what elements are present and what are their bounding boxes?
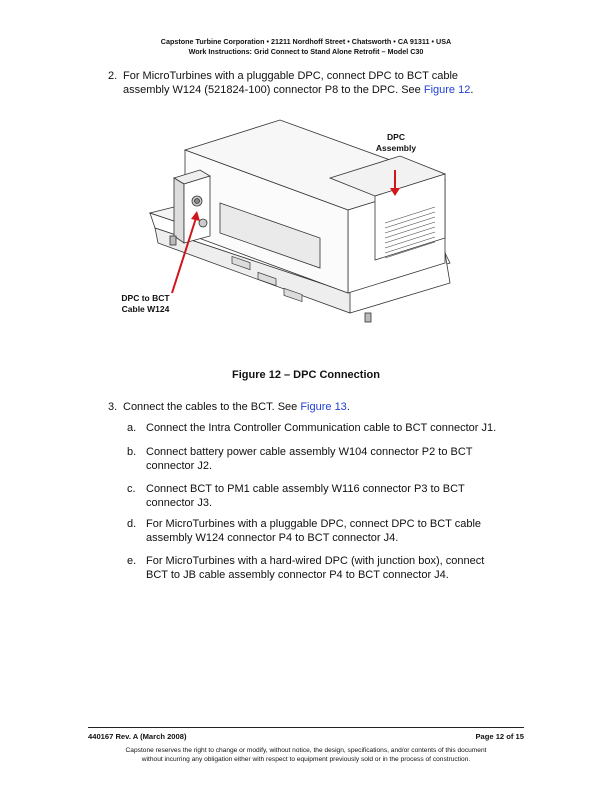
substep-letter: a. [127, 422, 137, 434]
substep-line: assembly W124 connector P4 to BCT connector J4. [146, 531, 399, 544]
bct-connector-2 [199, 219, 207, 227]
figure-12-link[interactable]: Figure 12 [423, 83, 471, 96]
figure-caption: Figure 12 – DPC Connection [232, 369, 380, 381]
step-2 [108, 70, 528, 98]
footer-disclaimer-line2: without incurring any obligation either with respect to equipment previously sold or in the process of construction. [141, 756, 471, 763]
step-number: 2. [108, 70, 118, 82]
step-text [123, 401, 350, 415]
substep-text [146, 518, 481, 545]
step-number: 3. [108, 401, 118, 413]
substep-letter: d. [127, 518, 137, 530]
step-text-span: Connect the cables to the BCT. See [123, 401, 301, 413]
substep-letter: b. [127, 446, 137, 458]
foot [170, 236, 176, 245]
callout-dpc-to-bct-cable [108, 293, 183, 314]
substep-line: connector J3. [146, 496, 213, 509]
bct-box-face [184, 176, 210, 243]
foot [365, 313, 371, 322]
figure-13-link[interactable]: Figure 13 [300, 401, 347, 413]
callout-line: DPC [387, 132, 405, 142]
header-title-line: Work Instructions: Grid Connect to Stand Alone Retrofit – Model C30 [188, 47, 424, 56]
callout-dpc-assembly [365, 132, 427, 153]
callout-line: Cable W124 [121, 303, 170, 314]
step-text-span: . [470, 83, 474, 96]
step-line: For MicroTurbines with a pluggable DPC, connect DPC to BCT cable [123, 70, 459, 82]
substep-line: BCT to JB cable assembly connector P4 to BCT connector J4. [146, 568, 449, 581]
footer-disclaimer-line1: Capstone reserves the right to change or modify, without notice, the design, specifications, and/or contents of this document [125, 747, 487, 754]
substep-letter: c. [127, 483, 136, 495]
substep-line: Connect battery power cable assembly W104 connector P2 to BCT [146, 446, 473, 458]
callout-line: DPC to BCT [121, 293, 170, 303]
bct-connector-pin [195, 199, 200, 204]
substep-line: For MicroTurbines with a hard-wired DPC (with junction box), connect [146, 555, 485, 567]
footer-page-number: Page 12 of 15 [475, 732, 524, 741]
substep-line: Connect the Intra Controller Communication cable to BCT connector J1. [146, 422, 497, 434]
substep-line: Connect BCT to PM1 cable assembly W116 connector P3 to BCT [146, 483, 465, 495]
step-line [123, 84, 473, 98]
substep-text [146, 555, 484, 582]
substep-text [146, 446, 473, 473]
bct-box-side [174, 178, 184, 243]
header-company-line: Capstone Turbine Corporation • 21211 Nordhoff Street • Chatsworth • CA 91311 • USA [160, 37, 452, 46]
substep-text [146, 422, 496, 436]
footer-rule [88, 727, 524, 728]
step-3 [108, 401, 528, 415]
substep-text [146, 483, 465, 510]
step-text-span: assembly W124 (521824-100) connector P8 to the DPC. See [123, 83, 424, 96]
footer-document-number: 440167 Rev. A (March 2008) [88, 732, 187, 741]
substep-line: connector J2. [146, 459, 213, 472]
callout-line: Assembly [375, 142, 417, 153]
substep-letter: e. [127, 555, 137, 567]
step-text [123, 70, 473, 97]
step-text-span: . [346, 401, 350, 413]
substep-line: For MicroTurbines with a pluggable DPC, connect DPC to BCT cable [146, 518, 482, 530]
